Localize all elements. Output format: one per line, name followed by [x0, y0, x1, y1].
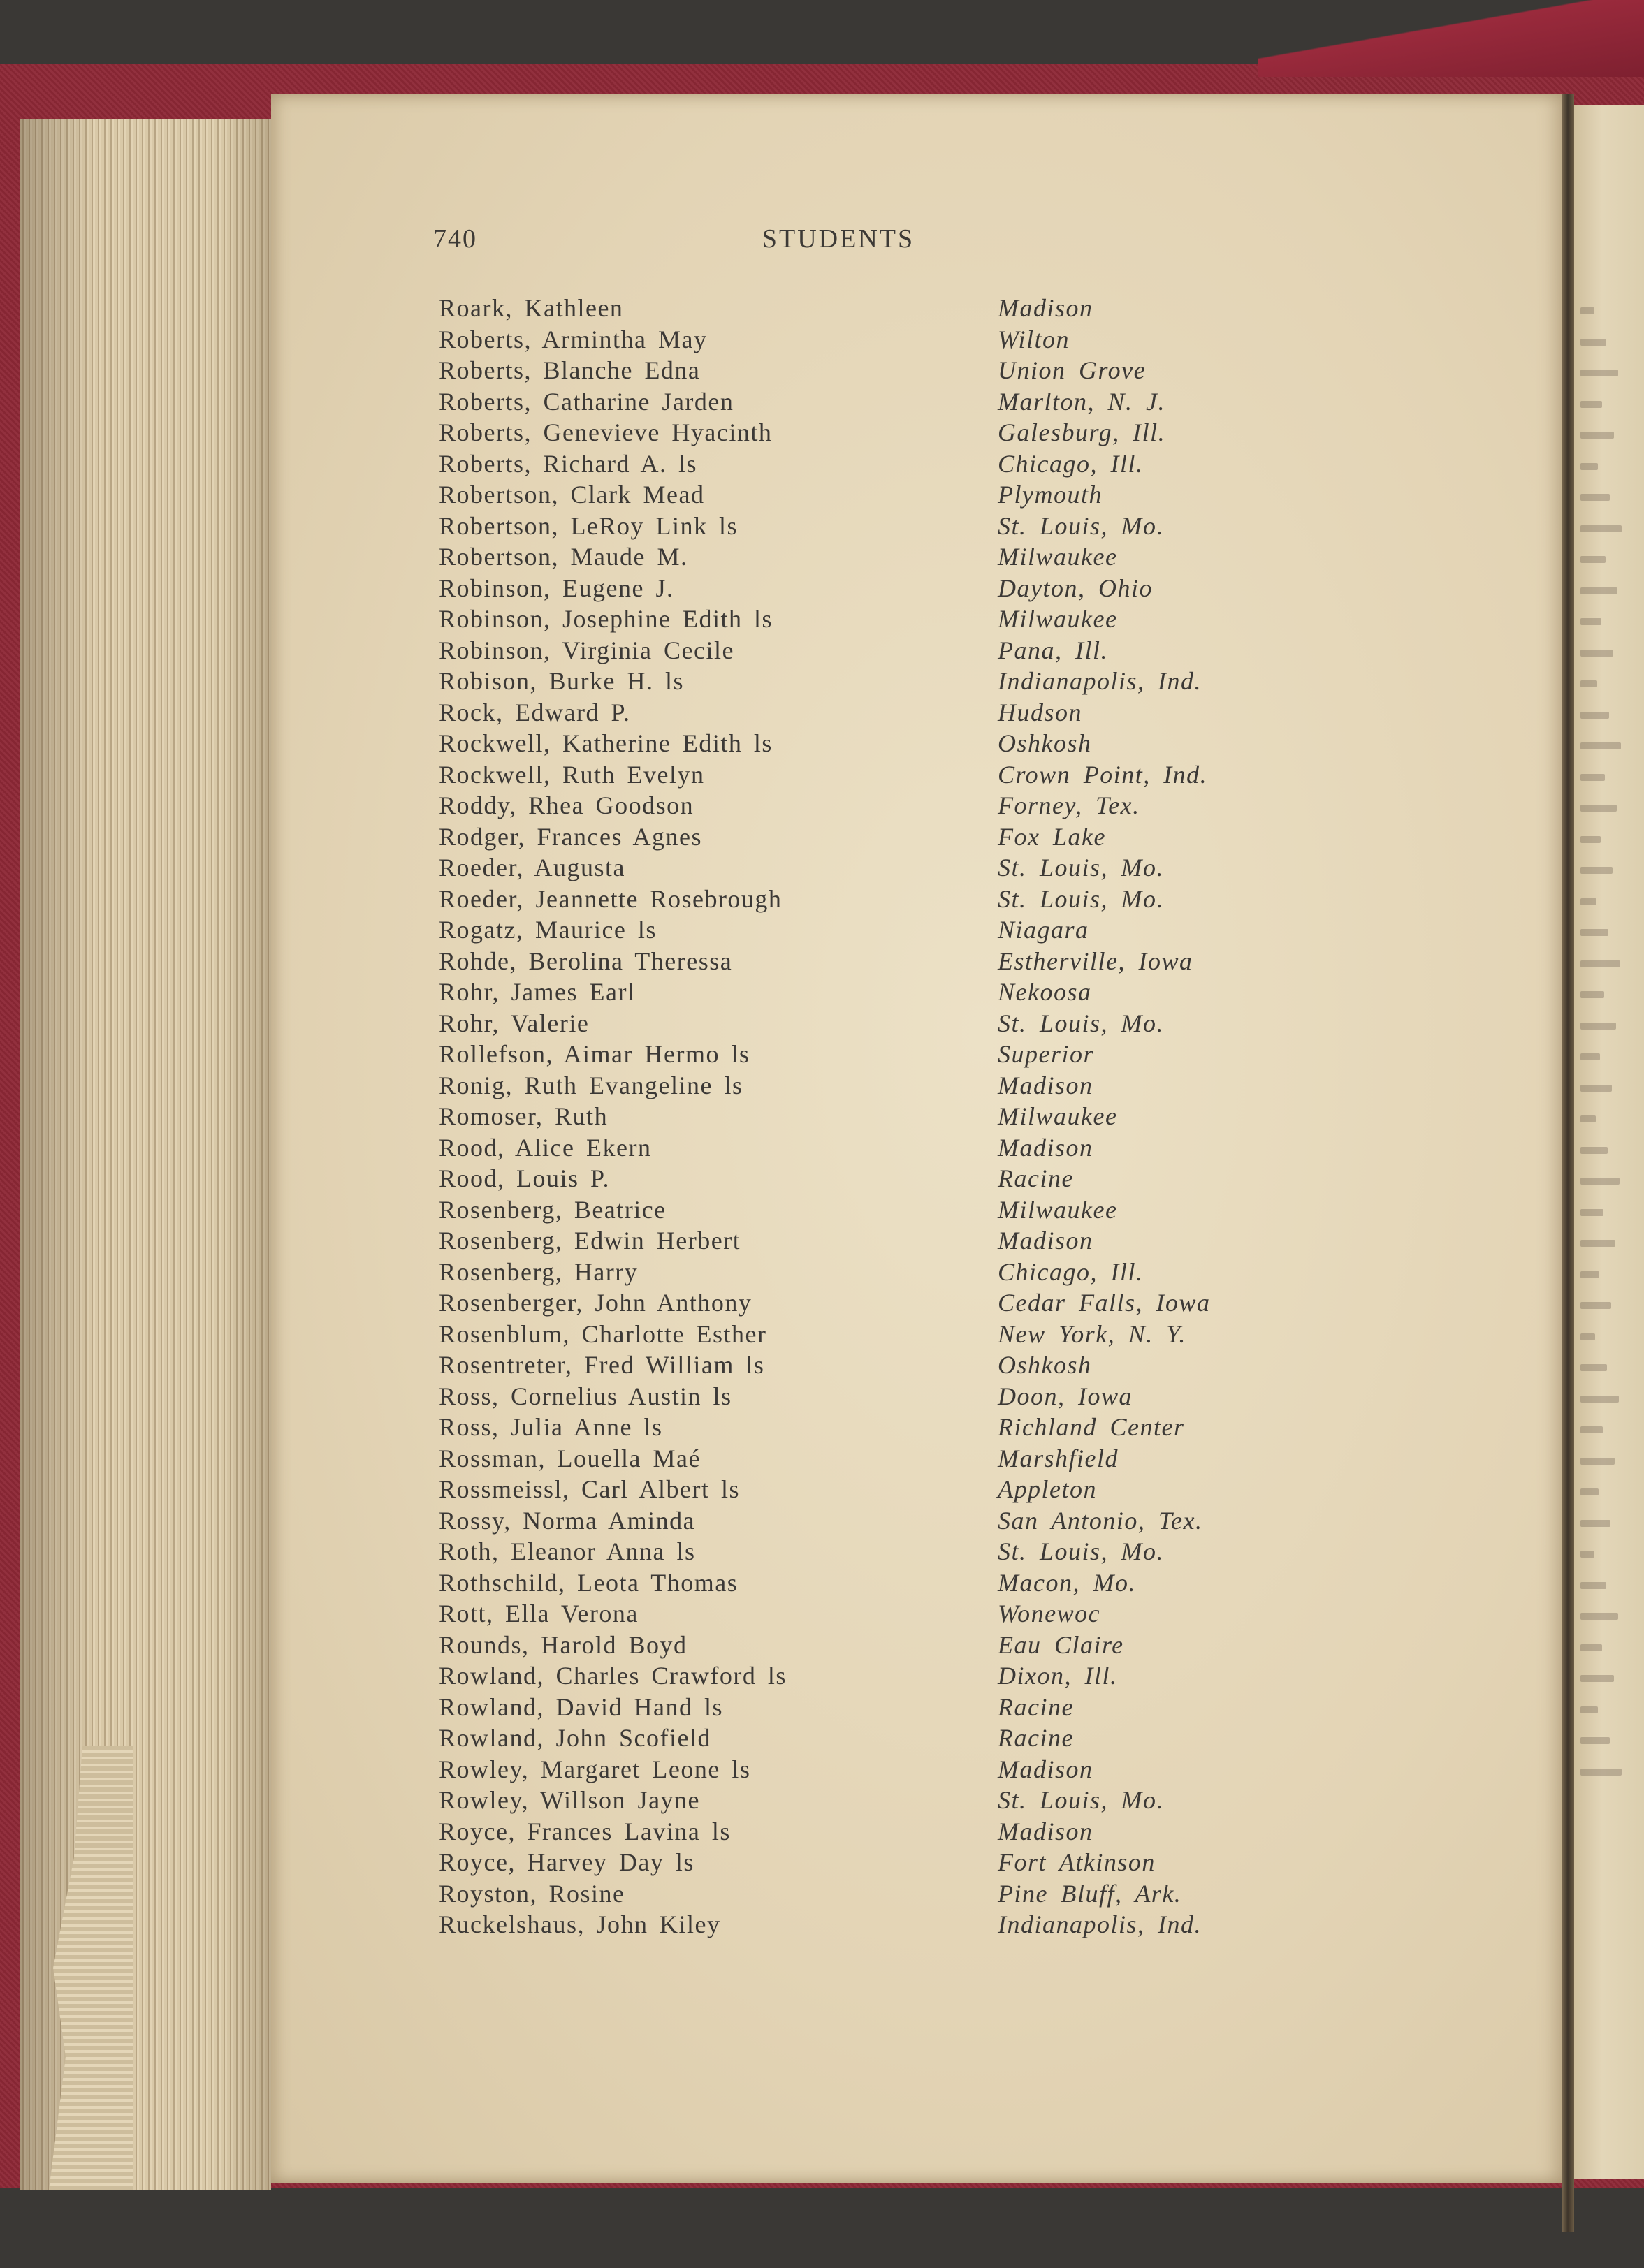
- list-item: [439, 1039, 1277, 1070]
- facing-page-text-fragment: [1580, 1115, 1596, 1122]
- list-item: [439, 1163, 1277, 1194]
- facing-page-text-fragment: [1580, 898, 1596, 905]
- facing-page-text-fragment: [1580, 1271, 1599, 1278]
- list-item: [439, 573, 1277, 604]
- list-item: [439, 1381, 1277, 1412]
- student-name: Robertson, Maude M.: [439, 543, 688, 571]
- list-item: [439, 1101, 1277, 1132]
- list-item: [439, 697, 1277, 729]
- student-name: Robertson, LeRoy Link ls: [439, 511, 738, 540]
- student-hometown: Appleton: [998, 1475, 1097, 1503]
- student-hometown: Racine: [998, 1692, 1074, 1721]
- facing-page-text-fragment: [1580, 1613, 1618, 1620]
- student-hometown: Madison: [998, 294, 1093, 322]
- facing-page-text-fragment: [1580, 650, 1613, 657]
- student-name: Roark, Kathleen: [439, 294, 624, 322]
- student-hometown: Oshkosh: [998, 1351, 1092, 1379]
- list-item: [439, 479, 1277, 511]
- list-item: [439, 728, 1277, 759]
- student-list: [439, 293, 1277, 1940]
- student-name: Rosenberg, Beatrice: [439, 1195, 667, 1224]
- student-hometown: Oshkosh: [998, 729, 1092, 757]
- student-hometown: New York, N. Y.: [998, 1319, 1186, 1348]
- student-name: Roeder, Jeannette Rosebrough: [439, 884, 783, 913]
- student-hometown: Madison: [998, 1133, 1093, 1162]
- student-name: Roberts, Blanche Edna: [439, 356, 701, 384]
- student-hometown: Madison: [998, 1227, 1093, 1254]
- page-stack-shading: [20, 119, 271, 2190]
- facing-page-text-fragment: [1580, 494, 1610, 501]
- list-item: [439, 603, 1277, 635]
- student-hometown: Pine Bluff, Ark.: [998, 1879, 1182, 1908]
- page-number: 740: [433, 224, 477, 254]
- student-hometown: Cedar Falls, Iowa: [998, 1289, 1211, 1317]
- facing-page-text-fragment: [1580, 525, 1622, 532]
- student-hometown: Macon, Mo.: [998, 1568, 1136, 1597]
- student-name: Royce, Frances Lavina ls: [439, 1817, 731, 1845]
- student-name: Ronig, Ruth Evangeline ls: [439, 1071, 743, 1099]
- list-item: [439, 1257, 1277, 1288]
- list-item: [439, 1319, 1277, 1350]
- list-item: [439, 386, 1277, 418]
- list-item: [439, 914, 1277, 946]
- student-hometown: Plymouth: [998, 481, 1103, 509]
- student-hometown: Madison: [998, 1755, 1093, 1783]
- list-item: [439, 1598, 1277, 1630]
- student-hometown: Niagara: [998, 916, 1089, 944]
- facing-page-text-fragment: [1580, 1147, 1608, 1154]
- student-hometown: Wilton: [998, 325, 1070, 353]
- student-name: Rood, Louis P.: [439, 1164, 611, 1192]
- student-hometown: St. Louis, Mo.: [998, 1786, 1165, 1814]
- student-hometown: Madison: [998, 1817, 1093, 1845]
- student-name: Rowland, Charles Crawford ls: [439, 1662, 787, 1690]
- student-hometown: Milwaukee: [998, 605, 1118, 633]
- facing-page-text-fragment: [1580, 587, 1617, 594]
- student-hometown: Nekoosa: [998, 978, 1092, 1006]
- student-name: Robinson, Josephine Edith ls: [439, 605, 773, 633]
- student-name: Rockwell, Ruth Evelyn: [439, 760, 705, 789]
- student-hometown: Fort Atkinson: [998, 1848, 1156, 1876]
- list-item: [439, 1194, 1277, 1226]
- student-name: Roth, Eleanor Anna ls: [439, 1537, 696, 1565]
- list-item: [439, 511, 1277, 542]
- student-name: Rowland, David Hand ls: [439, 1692, 723, 1721]
- list-item: [439, 355, 1277, 386]
- student-hometown: Milwaukee: [998, 543, 1118, 571]
- student-hometown: Indianapolis, Ind.: [998, 667, 1202, 695]
- student-name: Rounds, Harold Boyd: [439, 1630, 688, 1659]
- list-item: [439, 790, 1277, 821]
- student-name: Royston, Rosine: [439, 1879, 625, 1908]
- facing-page-text-fragment: [1580, 1706, 1598, 1713]
- student-name: Ruckelshaus, John Kiley: [439, 1910, 721, 1938]
- student-name: Rossmeissl, Carl Albert ls: [439, 1475, 741, 1503]
- list-item: [439, 1847, 1277, 1878]
- student-name: Rowley, Willson Jayne: [439, 1786, 701, 1814]
- student-name: Romoser, Ruth: [439, 1102, 609, 1130]
- facing-page-text-fragment: [1580, 1333, 1595, 1340]
- facing-page-text-fragment: [1580, 991, 1604, 998]
- list-item: [439, 1630, 1277, 1661]
- student-hometown: Richland Center: [998, 1413, 1185, 1441]
- list-item: [439, 1816, 1277, 1848]
- list-item: [439, 1692, 1277, 1723]
- student-name: Rock, Edward P.: [439, 698, 631, 726]
- facing-page-text-fragment: [1580, 401, 1602, 408]
- student-name: Rohde, Berolina Theressa: [439, 946, 733, 975]
- list-item: [439, 666, 1277, 697]
- student-hometown: San Antonio, Tex.: [998, 1506, 1203, 1535]
- facing-page-text-fragment: [1580, 1023, 1616, 1030]
- student-hometown: Chicago, Ill.: [998, 449, 1144, 478]
- facing-page-text-fragment: [1580, 742, 1621, 749]
- student-name: Roberts, Richard A. ls: [439, 449, 697, 478]
- list-item: [439, 293, 1277, 324]
- student-hometown: Hudson: [998, 698, 1083, 726]
- facing-page-text-fragment: [1580, 1737, 1610, 1744]
- student-hometown: Forney, Tex.: [998, 791, 1140, 819]
- student-hometown: Chicago, Ill.: [998, 1257, 1144, 1286]
- facing-page-text-fragment: [1580, 1426, 1603, 1433]
- student-hometown: Wonewoc: [998, 1600, 1101, 1627]
- facing-page-text-fragment: [1580, 867, 1613, 874]
- cover-frayed-edge: [1258, 0, 1644, 77]
- facing-page-text-fragment: [1580, 1053, 1600, 1060]
- student-name: Rodger, Frances Agnes: [439, 822, 702, 851]
- list-item: [439, 1878, 1277, 1910]
- student-name: Rosenblum, Charlotte Esther: [439, 1319, 767, 1348]
- facing-page-text-fragment: [1580, 680, 1597, 687]
- student-name: Rockwell, Katherine Edith ls: [439, 729, 773, 757]
- list-item: [439, 635, 1277, 666]
- student-name: Robinson, Virginia Cecile: [439, 636, 734, 664]
- list-item: [439, 976, 1277, 1008]
- facing-page-text-fragment: [1580, 1240, 1615, 1247]
- student-name: Roberts, Catharine Jarden: [439, 387, 734, 416]
- facing-page-text-fragment: [1580, 339, 1606, 346]
- student-hometown: Doon, Iowa: [998, 1382, 1133, 1410]
- student-name: Rood, Alice Ekern: [439, 1133, 652, 1162]
- facing-page-text-fragment: [1580, 1085, 1612, 1092]
- list-item: [439, 1536, 1277, 1567]
- facing-page-text-fragment: [1580, 1364, 1607, 1371]
- list-item: [439, 1443, 1277, 1475]
- list-item: [439, 1132, 1277, 1164]
- facing-page-text-fragment: [1580, 774, 1605, 781]
- student-name: Ross, Cornelius Austin ls: [439, 1382, 732, 1410]
- list-item: [439, 1567, 1277, 1599]
- facing-page-text-fragment: [1580, 556, 1606, 563]
- list-item: [439, 417, 1277, 448]
- facing-page-text-fragment: [1580, 1769, 1622, 1776]
- student-hometown: St. Louis, Mo.: [998, 511, 1165, 540]
- facing-page-text-fragment: [1580, 1396, 1619, 1403]
- student-name: Rosenberger, John Anthony: [439, 1289, 752, 1317]
- student-hometown: Racine: [998, 1164, 1074, 1192]
- list-item: [439, 448, 1277, 480]
- facing-page-text-fragment: [1580, 1644, 1602, 1651]
- student-hometown: Marshfield: [998, 1444, 1119, 1472]
- student-hometown: Estherville, Iowa: [998, 946, 1193, 975]
- list-item: [439, 946, 1277, 977]
- facing-page-text-fragment: [1580, 370, 1618, 376]
- facing-page-text-fragment: [1580, 1209, 1603, 1216]
- list-item: [439, 1349, 1277, 1381]
- student-name: Rohr, James Earl: [439, 978, 636, 1006]
- list-item: [439, 324, 1277, 356]
- list-item: [439, 821, 1277, 853]
- student-name: Rott, Ella Verona: [439, 1600, 639, 1627]
- list-item: [439, 1070, 1277, 1102]
- facing-page-text-fragment: [1580, 929, 1608, 936]
- student-name: Royce, Harvey Day ls: [439, 1848, 694, 1876]
- running-head: STUDENTS: [762, 224, 915, 254]
- list-item: [439, 1909, 1277, 1940]
- page-header: [433, 224, 1244, 258]
- student-name: Rogatz, Maurice ls: [439, 916, 657, 944]
- facing-page-text-fragment: [1580, 463, 1598, 470]
- student-hometown: Union Grove: [998, 356, 1147, 384]
- student-hometown: Madison: [998, 1071, 1093, 1099]
- student-hometown: St. Louis, Mo.: [998, 854, 1165, 881]
- list-item: [439, 1660, 1277, 1692]
- student-hometown: Milwaukee: [998, 1195, 1118, 1224]
- list-item: [439, 1722, 1277, 1754]
- facing-page-text-fragment: [1580, 1488, 1599, 1495]
- list-item: [439, 1474, 1277, 1505]
- facing-page-text-fragment: [1580, 618, 1601, 625]
- student-hometown: Eau Claire: [998, 1630, 1124, 1659]
- student-hometown: Galesburg, Ill.: [998, 418, 1166, 446]
- student-hometown: St. Louis, Mo.: [998, 1537, 1165, 1565]
- student-hometown: Racine: [998, 1724, 1074, 1752]
- facing-page-text-fragment: [1580, 307, 1594, 314]
- student-hometown: Dixon, Ill.: [998, 1662, 1118, 1690]
- facing-page-text-fragment: [1580, 1458, 1615, 1465]
- list-item: [439, 884, 1277, 915]
- student-name: Roddy, Rhea Goodson: [439, 791, 694, 819]
- student-name: Rosentreter, Fred William ls: [439, 1351, 765, 1379]
- facing-page-text-fragment: [1580, 1582, 1606, 1589]
- student-name: Roberts, Armintha May: [439, 325, 708, 353]
- list-item: [439, 1225, 1277, 1257]
- list-item: [439, 1287, 1277, 1319]
- student-hometown: Superior: [998, 1040, 1094, 1068]
- facing-page-text-fragment: [1580, 1675, 1614, 1682]
- student-hometown: Dayton, Ohio: [998, 573, 1153, 602]
- facing-page-text-fragment: [1580, 1520, 1610, 1527]
- list-item: [439, 1412, 1277, 1443]
- student-name: Roeder, Augusta: [439, 854, 626, 881]
- list-item: [439, 852, 1277, 884]
- facing-page-text-fragment: [1580, 1178, 1620, 1185]
- student-name: Rossman, Louella Maé: [439, 1444, 701, 1472]
- facing-page-text-fragment: [1580, 1551, 1594, 1558]
- student-name: Rowland, John Scofield: [439, 1724, 711, 1752]
- student-hometown: Marlton, N. J.: [998, 387, 1165, 416]
- student-name: Rothschild, Leota Thomas: [439, 1568, 739, 1597]
- student-name: Rossy, Norma Aminda: [439, 1506, 696, 1535]
- book-gutter: [1562, 94, 1574, 2232]
- student-name: Robertson, Clark Mead: [439, 481, 705, 509]
- student-name: Rowley, Margaret Leone ls: [439, 1755, 751, 1783]
- student-name: Rosenberg, Harry: [439, 1257, 639, 1286]
- student-hometown: St. Louis, Mo.: [998, 1009, 1165, 1037]
- student-hometown: Crown Point, Ind.: [998, 760, 1208, 789]
- facing-page-text-fragment: [1580, 805, 1617, 812]
- facing-page-text-fragment: [1580, 712, 1609, 719]
- facing-page-text-fragment: [1580, 836, 1601, 843]
- student-name: Roberts, Genevieve Hyacinth: [439, 418, 773, 446]
- student-name: Rohr, Valerie: [439, 1009, 590, 1037]
- facing-page-edge: [1574, 105, 1644, 2179]
- list-item: [439, 541, 1277, 573]
- student-name: Robinson, Eugene J.: [439, 573, 674, 602]
- facing-page-text-fragment: [1580, 432, 1614, 439]
- student-hometown: Milwaukee: [998, 1102, 1118, 1130]
- facing-page-text-fragment: [1580, 1302, 1611, 1309]
- list-item: [439, 1785, 1277, 1816]
- student-name: Rollefson, Aimar Hermo ls: [439, 1040, 750, 1068]
- student-name: Rosenberg, Edwin Herbert: [439, 1227, 741, 1254]
- student-name: Robison, Burke H. ls: [439, 667, 685, 695]
- list-item: [439, 759, 1277, 791]
- list-item: [439, 1008, 1277, 1039]
- list-item: [439, 1505, 1277, 1537]
- student-name: Ross, Julia Anne ls: [439, 1413, 663, 1441]
- student-hometown: Indianapolis, Ind.: [998, 1910, 1202, 1938]
- list-item: [439, 1754, 1277, 1785]
- student-hometown: Fox Lake: [998, 822, 1106, 851]
- facing-page-text-fragment: [1580, 960, 1620, 967]
- student-hometown: St. Louis, Mo.: [998, 884, 1165, 913]
- student-hometown: Pana, Ill.: [998, 636, 1108, 664]
